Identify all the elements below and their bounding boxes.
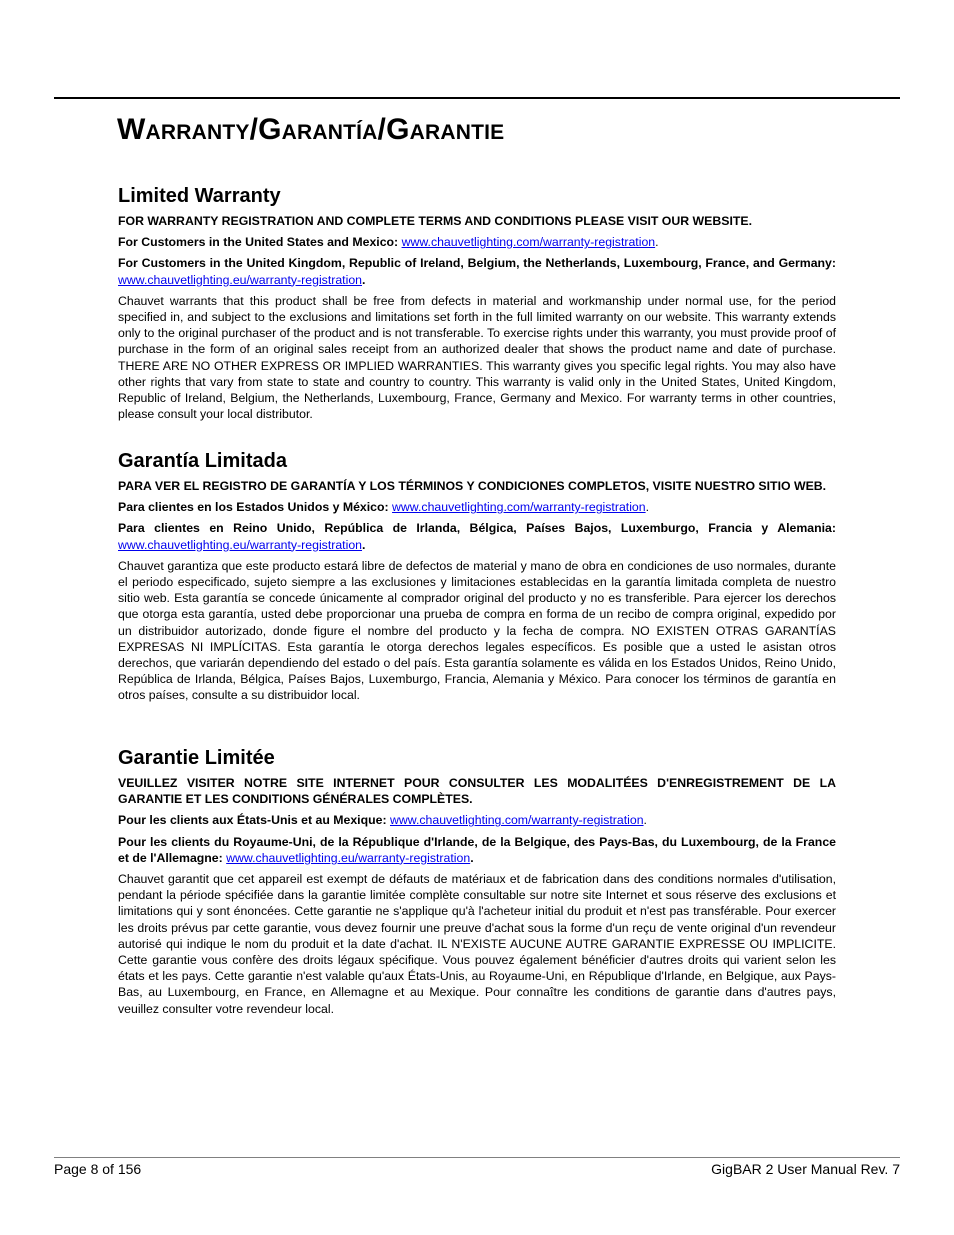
us-warranty-link[interactable]: www.chauvetlighting.com/warranty-registration bbox=[401, 235, 656, 250]
eu-customers-line: For Customers in the United Kingdom, Republic of Ireland, Belgium, the Netherlands, Luxembourg, France, and Germany: www.chauvetlighting.eu/warranty-registration. bbox=[118, 256, 836, 287]
eu-customers-label: Pour les clients du Royaume-Uni, de la République d'Irlande, de la Belgique, des Pays-Bas, du Luxembourg, de la France et de l'Allemagne: bbox=[118, 834, 836, 865]
header-rule bbox=[54, 97, 900, 99]
eu-customers-label: For Customers in the United Kingdom, Republic of Ireland, Belgium, the Netherlands, Luxembourg, France, and Germany: bbox=[118, 256, 836, 271]
eu-warranty-link[interactable]: www.chauvetlighting.eu/warranty-registration bbox=[226, 850, 471, 865]
section-heading: Limited Warranty bbox=[118, 185, 281, 207]
us-customers-label: Pour les clients aux États-Unis et au Mexique: bbox=[118, 813, 387, 828]
us-customers-label: For Customers in the United States and Mexico: bbox=[118, 235, 399, 250]
registration-notice: FOR WARRANTY REGISTRATION AND COMPLETE TERMS AND CONDITIONS PLEASE VISIT OUR WEBSITE. bbox=[118, 214, 752, 228]
eu-warranty-link[interactable]: www.chauvetlighting.eu/warranty-registration bbox=[118, 537, 363, 552]
page-number: Page 8 of 156 bbox=[54, 1161, 142, 1177]
us-warranty-link[interactable]: www.chauvetlighting.com/warranty-registration bbox=[392, 500, 646, 515]
page-title: Warranty/Garantía/Garantie bbox=[117, 113, 505, 146]
eu-customers-line: Pour les clients du Royaume-Uni, de la République d'Irlande, de la Belgique, des Pays-Bas, du Luxembourg, de la France et de l'Allemagne: www.chauvetlighting.eu/warranty-registration. bbox=[118, 834, 836, 865]
registration-notice: VEUILLEZ VISITER NOTRE SITE INTERNET POUR CONSULTER LES MODALITÉES D'ENREGISTREMENT DE LA GARANTIE ET LES CONDITIONS GÉNÉRALES COMPLÈTES. bbox=[118, 776, 836, 807]
warranty-body: Chauvet garantit que cet appareil est exempt de défauts de matériaux et de fabrication dans des conditions normales d'utilisation, pendant la période spécifiée dans la garantie limitée complète consultable sur notre site Internet et sous réserve des exclusions et limitations qui y sont énoncées. Cette garantie ne s'applique qu'à l'acheteur initial du produit et n'est pas transférable. Pour exercer les droits prévus par cette garantie, vous devez fournir une preuve d'achat sous la forme d'un reçu de vente original d'un revendeur autorisé qui indique le nom du produit et la date d'achat. IL N'EXISTE AUCUNE AUTRE GARANTIE EXPRESSE OU IMPLICITE. Cette garantie vous confère des droits légaux spécifique. Vous pouvez également bénéficier d'autres droits qui varient selon les états et les pays. Cette garantie n'est valable qu'aux États-Unis, au Royaume-Uni, en République d'Irlande, en Belgique, aux Pays-Bas, au Luxembourg, en France, en Allemagne et au Mexique. Pour connaître les conditions de garantie dans d'autres pays, veuillez consulter votre revendeur local. bbox=[118, 872, 836, 1016]
section-heading: Garantía Limitada bbox=[118, 450, 287, 472]
section-garantia-limitada bbox=[118, 449, 836, 704]
us-customers-label: Para clientes en los Estados Unidos y México: bbox=[118, 500, 389, 515]
footer-rule bbox=[54, 1157, 900, 1158]
manual-title: GigBAR 2 User Manual Rev. 7 bbox=[711, 1161, 900, 1177]
us-customers-line: For Customers in the United States and Mexico: www.chauvetlighting.com/warranty-registration. bbox=[118, 235, 659, 250]
eu-warranty-link[interactable]: www.chauvetlighting.eu/warranty-registration bbox=[118, 272, 363, 287]
warranty-body: Chauvet garantiza que este producto estará libre de defectos de material y mano de obra en condiciones de uso normales, durante el periodo especificado, sujeto siempre a las exclusiones y limitaciones establecidas en la garantía limitada completa de nuestro sitio web. Esta garantía se concede únicamente al comprador original del producto y no es transferible. Para ejercer los derechos que otorga esta garantía, usted debe proporcionar una prueba de compra en forma de un recibo de compra original, expedido por un distribuidor autorizado, donde figure el nombre del producto y la fecha de compra. NO EXISTEN OTRAS GARANTÍAS EXPRESAS NI IMPLÍCITAS. Esta garantía le otorga derechos legales específicos. Es posible que a usted le asistan otros derechos, que variarán dependiendo del estado o del país. Esta garantía solamente es válida en los Estados Unidos, Reino Unido, República de Irlanda, Bélgica, Países Bajos, Luxemburgo, Francia, Alemania y México. Para conocer los términos de garantía en otros países, consulte a su distribuidor local. bbox=[118, 558, 836, 703]
us-customers-line: Pour les clients aux États-Unis et au Mexique: www.chauvetlighting.com/warranty-registration. bbox=[118, 813, 647, 828]
us-customers-line: Para clientes en los Estados Unidos y México: www.chauvetlighting.com/warranty-registration. bbox=[118, 500, 650, 515]
section-limited-warranty bbox=[118, 184, 836, 422]
eu-customers-line: Para clientes en Reino Unido, República de Irlanda, Bélgica, Países Bajos, Luxemburgo, Francia y Alemania: www.chauvetlighting.eu/warranty-registration. bbox=[118, 521, 836, 552]
us-warranty-link[interactable]: www.chauvetlighting.com/warranty-registration bbox=[389, 813, 644, 828]
eu-customers-label: Para clientes en Reino Unido, República de Irlanda, Bélgica, Países Bajos, Luxemburgo, Francia y Alemania: bbox=[118, 521, 836, 536]
section-heading: Garantie Limitée bbox=[118, 747, 275, 769]
warranty-body: Chauvet warrants that this product shall be free from defects in material and workmanship under normal use, for the period specified in, and subject to the exclusions and limitations set forth in the full limited warranty on our website. This warranty extends only to the original purchaser of the product and is not transferable. To exercise rights under this warranty, you must provide proof of purchase in the form of an original sales receipt from an authorized dealer that shows the product name and date of purchase. THERE ARE NO OTHER EXPRESS OR IMPLIED WARRANTIES. This warranty gives you specific legal rights. You may also have other rights that vary from state to state and country to country. This warranty is valid only in the United States, United Kingdom, Republic of Ireland, Belgium, the Netherlands, Luxembourg, France, Germany and Mexico. For warranty terms in other countries, please consult your local distributor. bbox=[118, 293, 836, 422]
registration-notice: PARA VER EL REGISTRO DE GARANTÍA Y LOS TÉRMINOS Y CONDICIONES COMPLETOS, VISITE NUESTRO SITIO WEB. bbox=[118, 479, 827, 493]
section-garantie-limitee bbox=[118, 746, 836, 1017]
